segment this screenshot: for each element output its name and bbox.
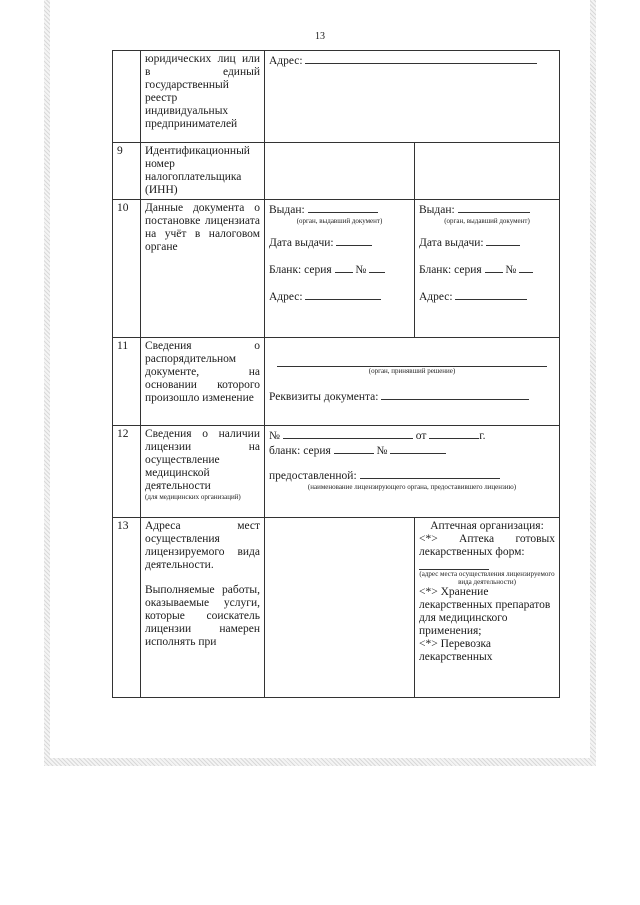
address-line[interactable] xyxy=(305,53,537,64)
address-line[interactable] xyxy=(419,559,489,570)
table-row xyxy=(113,518,560,698)
row-description: Сведения о наличии лицензии на осуществление медицинской деятельности (для медицинских организаций) xyxy=(141,426,265,518)
inn-cell-left[interactable] xyxy=(265,143,415,200)
pharmacy-cell: Аптечная организация: <*> Аптека готовых лекарственных форм: (адрес места осуществления лицензируемого вида деятельности) <*> Хранение лекарственных препаратов для медицинского применения; <*> Перевозка лекарственных xyxy=(415,518,560,698)
address-cell: Адрес: xyxy=(265,51,560,143)
row-description: Сведения о распорядительном документе, на основании которого произошло изменение xyxy=(141,338,265,426)
form-table xyxy=(112,50,560,698)
organ-line[interactable] xyxy=(277,356,547,367)
med-license-cell: № от г. бланк: серия № предоставленной: (наименование лицензирующего органа, предоставившего лицензию) xyxy=(265,426,560,518)
series-line[interactable] xyxy=(485,262,503,273)
row-description: юридических лиц или в единый государственный реестр индивидуальных предпринимателей xyxy=(141,51,265,143)
row-number: 10 xyxy=(113,200,141,338)
address-line[interactable] xyxy=(455,289,527,300)
number-line[interactable] xyxy=(390,443,446,454)
order-doc-cell: (орган, принявший решение) Реквизиты документа: xyxy=(265,338,560,426)
date-line[interactable] xyxy=(486,235,520,246)
pharmacy-item: <*> Перевозка лекарственных xyxy=(419,638,493,663)
table-row xyxy=(113,426,560,518)
inn-cell-right[interactable] xyxy=(415,143,560,200)
activity-cell-middle[interactable] xyxy=(265,518,415,698)
row-number: 9 xyxy=(113,143,141,200)
page-number: 13 xyxy=(315,31,325,42)
tax-doc-left: Выдан: (орган, выдавший документ) Дата выдачи: Бланк: серия № Адрес: xyxy=(265,200,415,338)
issued-line[interactable] xyxy=(308,202,378,213)
license-number-line[interactable] xyxy=(283,428,413,439)
row-description: Данные документа о постановке лицензиата на учёт в налоговом органе xyxy=(141,200,265,338)
number-line[interactable] xyxy=(519,262,533,273)
row-description: Идентификационный номер налогоплательщика (ИНН) xyxy=(141,143,265,200)
provided-line[interactable] xyxy=(360,468,500,479)
series-line[interactable] xyxy=(334,443,374,454)
series-line[interactable] xyxy=(335,262,353,273)
table-row xyxy=(113,200,560,338)
row-description: Адреса мест осуществления лицензируемого вида деятельности. Выполняемые работы, оказываемые услуги, которые соискатель лицензии намерен исполнять при xyxy=(141,518,265,698)
pharmacy-item: <*> Аптека готовых лекарственных форм: xyxy=(419,533,556,558)
table-row xyxy=(113,51,560,143)
number-line[interactable] xyxy=(369,262,385,273)
table-row xyxy=(113,338,560,426)
row-number: 12 xyxy=(113,426,141,518)
pharmacy-item: <*> Хранение лекарственных препаратов для медицинского применения; xyxy=(419,586,551,637)
row-number: 13 xyxy=(113,518,141,698)
issued-line[interactable] xyxy=(458,202,530,213)
row-number: 11 xyxy=(113,338,141,426)
license-date-line[interactable] xyxy=(429,428,479,439)
date-line[interactable] xyxy=(336,235,372,246)
table-row xyxy=(113,143,560,200)
tax-doc-right: Выдан: (орган, выдавший документ) Дата выдачи: Бланк: серия № Адрес: xyxy=(415,200,560,338)
address-line[interactable] xyxy=(305,289,381,300)
details-line[interactable] xyxy=(381,389,529,400)
